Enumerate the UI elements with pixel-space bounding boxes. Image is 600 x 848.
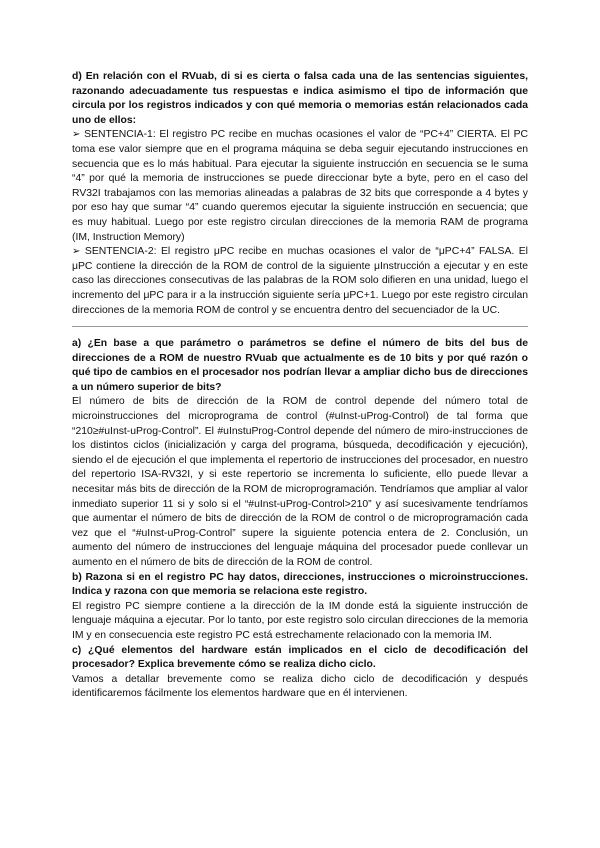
- question-a: a) ¿En base a que parámetro o parámetros se define el número de bits del bus de direcciones de a ROM de nuestro RVuab que actualmente es de 10 bits y por qué razón o qué tipo de cambios en el procesador nos podrían llevar a ampliar dicho bus de direcciones a un número superior de bits?: [72, 338, 528, 393]
- arrow-bullet-icon: ➢: [72, 246, 81, 258]
- sentence-2-text: SENTENCIA-2: El registro μPC recibe en muchas ocasiones el valor de “μPC+4” FALSA. El μPC contiene la dirección de la ROM de control de la siguiente μInstrucción a ejecutar y en este caso las direcciones consecutivas de las palabras de la ROM solo difieren en una unidad, luego el incremento del μPC para ir a la instrucción siguiente sería μPC+1. Luego por este registro circulan direcciones de la memoria ROM de control y se encuentra dentro del secuenciador de la UC.: [72, 246, 528, 316]
- section-divider: [72, 326, 528, 327]
- answer-a: El número de bits de dirección de la ROM de control depende del número total de microinstrucciones del microprograma de control (#uInst-uProg-Control) de tal forma que “210≥#uInst-uProg-Control”. El #uInstuProg-Control depende del número de miro-instrucciones de los distintos ciclos (inicialización y carga del programa, búsqueda, decodificación y ejecución), siendo el de ejecución el que implementa el repertorio de instrucciones del procesador, en nuestro del repertorio ISA-RV32I, y si este repertorio se incrementa lo suficiente, ello puede llevar a necesitar más bits de dirección de la ROM de microprogramación. Tendríamos que ampliar al valor inmediato superior 11 si y solo si el “#uInst-uProg-Control>210” y así sucesivamente tendríamos que aumentar el número de bits de dirección de la ROM de control o de microprogramación cada vez que el “#uInst-uProg-Control” supere la siguiente potencia entera de 2. Conclusión, un aumento del número de instrucciones del lenguaje máquina del procesador puede conllevar un aumento en el número de bits de dirección de la ROM de control.: [72, 396, 528, 568]
- arrow-bullet-icon: ➢: [72, 129, 81, 141]
- sentence-1-text: SENTENCIA-1: El registro PC recibe en muchas ocasiones el valor de “PC+4” CIERTA. El PC toma ese valor siempre que en el programa máquina se deba seguir ejecutando instrucciones en secuencia que es lo más habitual. Para ejecutar la siguiente instrucción en secuencia se le suma “4” por qué la memoria de instrucciones se puede direccionar byte a byte, pero en el caso del RV32I trabajamos con las memorias alineadas a palabras de 32 bits que corresponde a 4 bytes y por eso hay que sumar “4” cuando queremos ejecutar la siguiente instrucción en secuencia; que es muy habitual. Luego por este registro circulan direcciones de la memoria RAM de programa (IM, Instruction Memory): [72, 129, 529, 243]
- question-b: b) Razona si en el registro PC hay datos, direcciones, instrucciones o microinstrucciones. Indica y razona con que memoria se relaciona este registro.: [72, 571, 528, 598]
- question-c: c) ¿Qué elementos del hardware están implicados en el ciclo de decodificación del procesador? Explica brevemente cómo se realiza dicho ciclo.: [72, 644, 528, 671]
- question-d: d) En relación con el RVuab, di si es cierta o falsa cada una de las sentencias siguientes, razonando adecuadamente tus respuestas e indica asimismo el tipo de información que circula por los registros indicados y con qué memoria o memorias están relacionados cada uno de ellos:: [72, 71, 528, 126]
- document-page: [72, 70, 528, 702]
- answer-b: El registro PC siempre contiene a la dirección de la IM donde está la siguiente instrucción de lenguaje máquina a ejecutar. Por lo tanto, por este registro solo circulan direcciones de la memoria IM y en consecuencia este registro PC está estrechamente relacionado con la memoria IM.: [72, 600, 528, 641]
- sentence-1: [72, 128, 528, 245]
- answer-c: Vamos a detallar brevemente como se realiza dicho ciclo de decodificación y después identificaremos fácilmente los elementos hardware que en él intervienen.: [72, 673, 528, 700]
- sentence-2: [72, 245, 528, 318]
